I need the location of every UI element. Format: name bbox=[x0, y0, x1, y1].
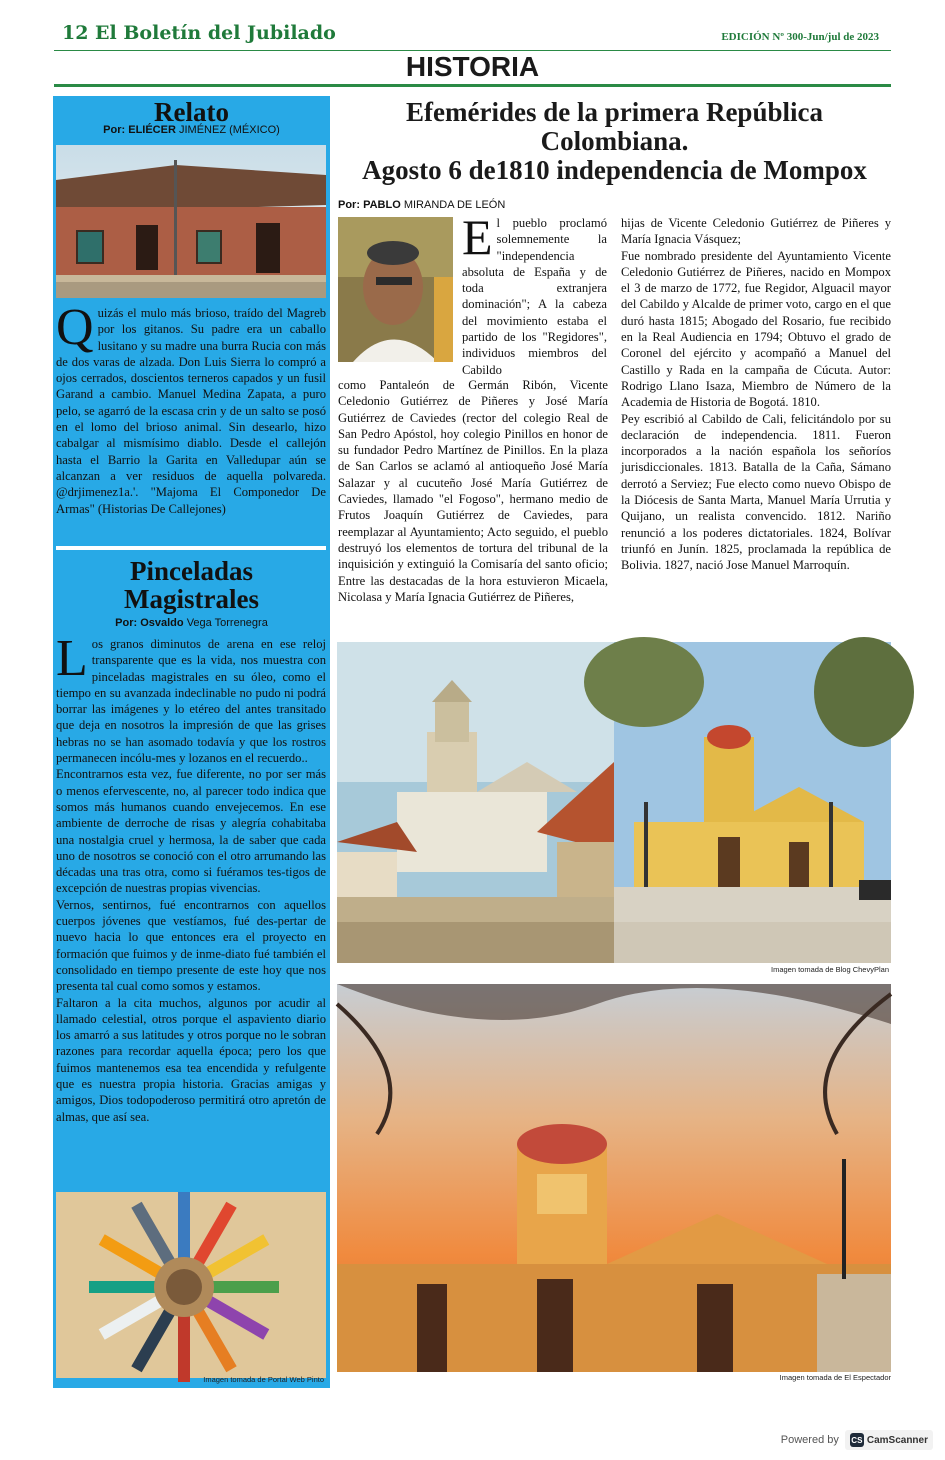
article-col2 bbox=[621, 215, 891, 574]
pinceladas-caption: Imagen tomada de Portal Web Pinto bbox=[203, 1375, 324, 1384]
pinceladas-paragraph: Faltaron a la cita muchos, algunos por acudir al llamado celestial, otros porque el aspaviento diario los amarró a sus latitudes y otros porque no le sobran razones para recordar aquella época; pero los que fuimos mantenemos esa tea encendida y refulgente que es nuestra propia historia. Gracias amigas y amigos, Dios todopoderoso permitirá otro apretón de almas, que así sea. bbox=[56, 995, 326, 1124]
pinceladas-title-1: Pinceladas bbox=[129, 556, 253, 586]
byline-prefix: Por: bbox=[338, 199, 360, 211]
paintbrushes-photo bbox=[56, 1192, 326, 1386]
mompox-caption-2: Imagen tomada de El Espectador bbox=[779, 1373, 891, 1382]
page-header-title: 12 El Boletín del Jubilado bbox=[62, 22, 336, 44]
mompox-church-photo bbox=[614, 642, 891, 974]
edition-label: EDICIÓN Nº 300-Jun/jul de 2023 bbox=[721, 31, 879, 43]
byline-rest: MIRANDA DE LEÓN bbox=[403, 199, 506, 211]
article-col1-rest: como Pantaleón de Germán Ribón, Vicente Celedonio Gutiérrez de Piñeres y José María Gutiérrez de Caviedes (rector del colegio Real de San Pedro Apóstol, hoy colegio Pinillos en honor de su fundador Pedro Martínez de Pinillos. En la plaza de San Carlos se aclamó al antioqueño José María Salazar y al cucuteño José María Gutiérrez de Caviedes, llamado "el Fogoso", hermano medio de Frutos Joaquín Gutiérrez de Caviedes, para reemplazar al Ayuntamiento; Acto seguido, el pueblo destruyó los elementos de tortura del tribunal de la inquisición y extinguió la Comisaría del santo oficio; Entre las destacadas de la hora estuvieron Micaela, Nicolasa y María Ignacia Gutiérrez de Piñeres, bbox=[338, 378, 608, 604]
article-paragraph: hijas de Vicente Celedonio Gutiérrez de Piñeres y María Ignacia Vásquez; bbox=[621, 216, 891, 247]
byline-prefix: Por: bbox=[103, 124, 126, 136]
byline-prefix: Por: bbox=[115, 617, 138, 629]
relato-title: Relato bbox=[154, 97, 229, 127]
pinceladas-paragraph: Encontrarnos esta vez, fue diferente, no por ser más o menos efervescente, no, al parecer todo indica que somos más humanos cuando envejecemos. En ese ambiente de derroche de risas y alegría cohabitaba una nostalgia cruel y hermosa, la de saber que cada uno de nosotros se conoció con el otro arrumando las décadas una tras otra, como si fuéramos tes-tigos de excepción de nuestras propias vivencias. bbox=[56, 767, 326, 896]
author-portrait bbox=[338, 217, 453, 362]
byline-author: ELIÉCER bbox=[128, 124, 176, 136]
byline-rest: Vega Torrenegra bbox=[186, 617, 268, 629]
pinceladas-body bbox=[56, 630, 326, 1125]
article-paragraph: Fue nombrado presidente del Ayuntamiento Vicente Celedonio Gutiérrez de Piñeres, nacido en Mompox el 3 de marzo de 1772, fue Regidor, Alguacil mayor del Cabildo y Alcalde de primer voto, cargo en el que duró hasta 1815; Abogado del Rosario, fue recibido en la Real Audiencia en 1794; Obtuvo el grado de Coronel del ejército y acompañó a Manuel del Castillo y Rada en la campaña de Cúcuta. Autor: Rodrigo Llano Isaza, Miembro de Número de la Academia de Historia de Bogotá. 1810. bbox=[621, 248, 891, 410]
article-title-line1: Efemérides de la primera República bbox=[406, 97, 823, 127]
mompox-painting bbox=[337, 642, 614, 963]
paragraph-text: os granos diminutos de arena en ese reloj transparente que es la vida, nos muestra con pinceladas magistrales en su óleo, como el tiempo en su avanzada indeclinable no pudo ni podrá borrar las imágenes y lo etéreo del antes transitado que deja en nosotros la impresión de que las grises hebras no se han asomado todavía y que los rostros permanecen incólu-mes y lozanos en el recuerdo.. bbox=[56, 637, 326, 766]
article-paragraph: Pey escribió al Cabildo de Cali, felicitándolo por su declaración de independencia. 1811. Fueron incorporados a la nación española los señoríos jurisdiccionales. 1813. Batalla de la Caña, Sámano derrotó a Serviez; Fue electo como nuevo Obispo de la Diócesis de Santa Marta, Manuel María Urrutia y Quijano, un realista convencido. 1812. Nariño renunció a los poderes dictatoriales. 1824, Bolívar triunfó en Junín. 1825, proclamada la república de Bolivia. 1827, nació Jose Manuel Marroquín. bbox=[621, 411, 891, 573]
relato-byline bbox=[53, 124, 330, 136]
pinceladas-paragraph: Vernos, sentirnos, fué encontrarnos con aquellos cuerpos jóvenes que vestíamos, fué des-pertar de nuevo hacia lo que entonces era el proyecto en formación que fuimos y de inme-diato fué también el consolidado en tiempo presente de este hoy que nos presenta tal cual como somos y estamos. bbox=[56, 897, 326, 994]
relato-dropcap: Q bbox=[56, 299, 94, 356]
section-rule bbox=[54, 84, 891, 87]
article-dropcap: E bbox=[462, 209, 493, 265]
article-title-line3: Agosto 6 de1810 independencia de Mompox bbox=[362, 155, 867, 185]
pinceladas-byline bbox=[53, 617, 330, 629]
relato-text: uizás el mulo más brioso, traído del Magreb por los gitanos. Su padre era un caballo lusitano y su madre una burra Rucia con más de dos varas de alzada. Don Luis Sierra lo compró a ojos cerrados, doscientos terneros capados y un fusil Garand a cambio. Manuel Medina Zapata, a puro pelo, se agarró de la escasa crin y de un salto se posó en el lomo del brioso animal. Sin desearlo, hizo cabalgar al mismísimo diablo. Desde el callejón hasta el Barrio la Garita en Valledupar aún se alcanzan a ver residuos de aquella polvareda. @drjimenez1a.'. "Majoma El Componedor De Armas" (Historias De Callejones) bbox=[56, 306, 326, 516]
pinceladas-title-2: Magistrales bbox=[124, 584, 259, 614]
pinceladas-dropcap: L bbox=[56, 630, 88, 687]
relato-body bbox=[56, 299, 326, 517]
byline-rest: JIMÉNEZ (MÉXICO) bbox=[178, 124, 280, 136]
mompox-caption-1: Imagen tomada de Blog ChevyPlan bbox=[771, 965, 889, 974]
article-col1-wrap bbox=[462, 209, 607, 378]
article-wrap-text: l pueblo proclamó solemnemente la "independencia absoluta de España y de toda extranjera dominación"; A la cabeza del movimiento estaba el partido de los "Regidores", individuos miembros del Cabildo bbox=[462, 216, 607, 377]
sidebar-divider bbox=[56, 546, 326, 550]
article-title-line2: Colombiana. bbox=[540, 126, 689, 156]
byline-author: PABLO bbox=[363, 199, 401, 211]
powered-by-label: Powered by bbox=[780, 1434, 839, 1446]
colonial-house-photo bbox=[56, 145, 326, 298]
camscanner-badge[interactable] bbox=[845, 1430, 933, 1450]
section-title: HISTORIA bbox=[405, 51, 540, 82]
byline-author: Osvaldo bbox=[140, 617, 184, 629]
camscanner-logo-icon: CS bbox=[850, 1433, 864, 1447]
mompox-sunset-photo bbox=[337, 984, 891, 1372]
camscanner-brand: CamScanner bbox=[866, 1434, 928, 1446]
pinceladas-paragraph bbox=[56, 630, 326, 766]
camscanner-footer bbox=[781, 1430, 933, 1450]
